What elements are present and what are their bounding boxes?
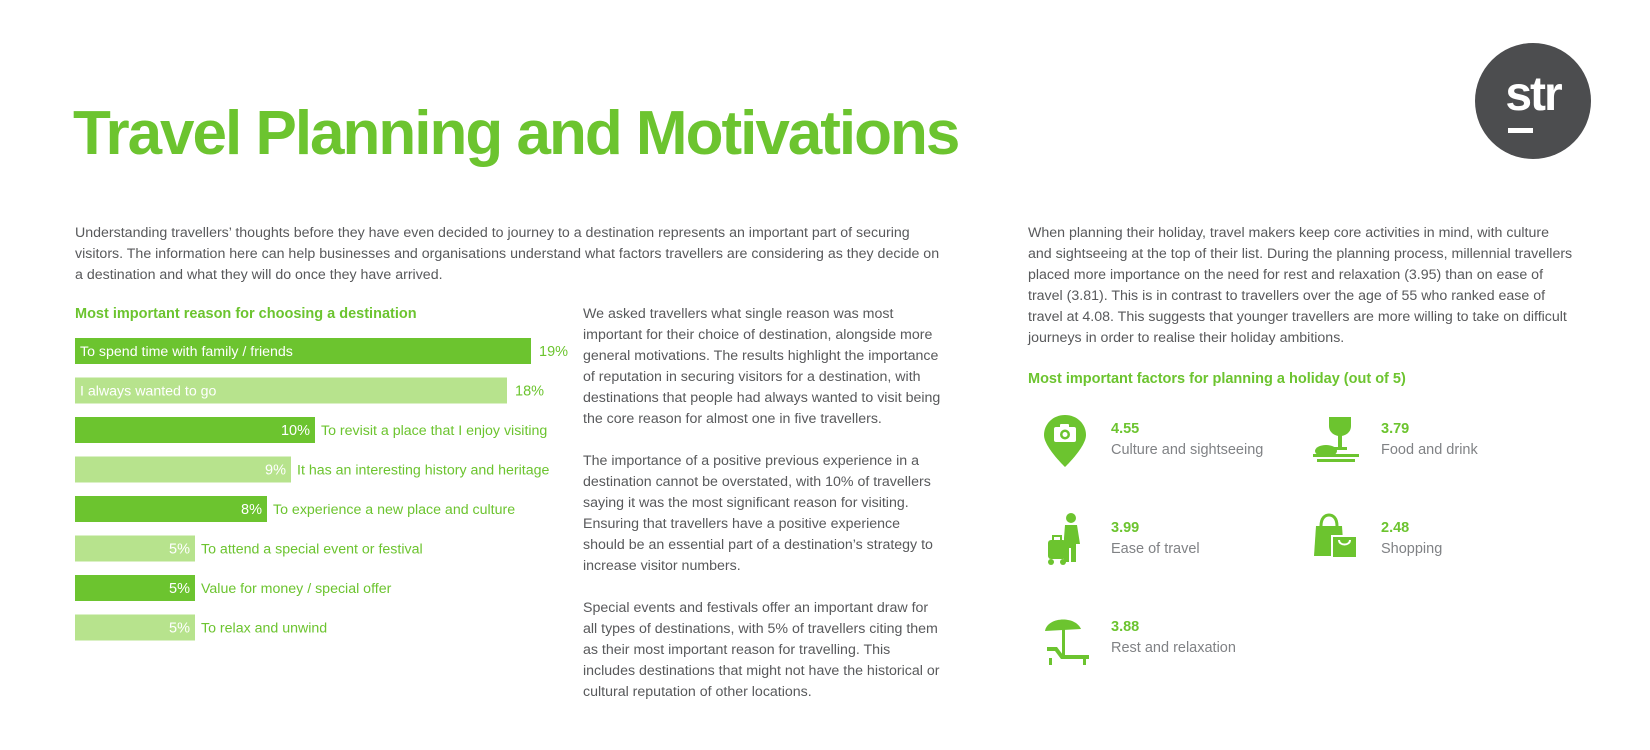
bar-value-label: 10% bbox=[280, 423, 310, 439]
bar-category-label: To spend time with family / friends bbox=[80, 344, 293, 360]
factor-value: 4.55 bbox=[1111, 421, 1140, 437]
middle-paragraph-3: Special events and festivals offer an important draw for all types of destinations, with 5% of travellers citing them as their most important reason for travelling. This includes destinations that might not have the historical or cultural reputation of other locations. bbox=[583, 600, 940, 700]
logo-text: str bbox=[1505, 68, 1561, 121]
right-paragraph bbox=[1028, 223, 1576, 370]
bar-category-label: To attend a special event or festival bbox=[201, 541, 423, 558]
bar-value-label: 8% bbox=[241, 502, 262, 518]
bar-category-label: I always wanted to go bbox=[80, 383, 217, 400]
bar-value-label: 9% bbox=[265, 462, 286, 479]
intro-paragraph bbox=[75, 223, 945, 307]
factor-label: Food and drink bbox=[1381, 442, 1478, 458]
factor-value: 2.48 bbox=[1381, 520, 1410, 536]
bar-category-label: It has an interesting history and heritage bbox=[297, 462, 550, 479]
chart-title: Most important reason for choosing a destination bbox=[75, 306, 417, 322]
factor-label: Shopping bbox=[1381, 541, 1443, 557]
bar-category-label: Value for money / special offer bbox=[201, 581, 392, 597]
bar-value-label: 18% bbox=[515, 383, 545, 400]
bar-category-label: To experience a new place and culture bbox=[273, 502, 516, 518]
page-title: Travel Planning and Motivations bbox=[73, 99, 959, 168]
bar-category-label: To relax and unwind bbox=[201, 620, 328, 637]
middle-paragraph-1: We asked travellers what single reason was most important for their choice of destination, alongside more general motivations. The results highlight the importance of reputation in securing visitors for a destination, with destinations that people had always wanted to visit being the core reason for almost one in five travellers. bbox=[583, 306, 941, 427]
factors-title: Most important factors for planning a holiday (out of 5) bbox=[1028, 371, 1406, 387]
factor-value: 3.79 bbox=[1381, 421, 1410, 437]
str-logo bbox=[1475, 43, 1591, 159]
factor-value: 3.88 bbox=[1111, 619, 1140, 635]
factor-value: 3.99 bbox=[1111, 520, 1140, 536]
factor-label: Ease of travel bbox=[1111, 541, 1200, 557]
factor-label: Rest and relaxation bbox=[1111, 640, 1236, 656]
shopping-bag-icon bbox=[1311, 512, 1367, 568]
bar-value-label: 5% bbox=[169, 620, 190, 637]
bar-value-label: 19% bbox=[539, 344, 569, 360]
intro-text: Understanding travellers’ thoughts before they have even decided to journey to a destination represents an important part of securing visitors. The information here can help businesses and organisations understand what factors travellers are considering as they decide on a destination and what they will do once they have arrived. bbox=[75, 225, 940, 283]
bar-3 bbox=[75, 457, 291, 483]
bar-value-label: 5% bbox=[169, 541, 190, 558]
bar-value-label: 5% bbox=[169, 581, 190, 597]
factor-label: Culture and sightseeing bbox=[1111, 442, 1264, 458]
food-drink-icon bbox=[1311, 413, 1367, 469]
beach-lounger-icon bbox=[1041, 611, 1097, 667]
logo-underline bbox=[1508, 128, 1533, 133]
traveller-suitcase-icon bbox=[1041, 512, 1097, 568]
bar-4 bbox=[75, 496, 267, 522]
middle-column bbox=[583, 304, 941, 724]
camera-pin-icon bbox=[1041, 413, 1097, 469]
middle-paragraph-2: The importance of a positive previous experience in a destination cannot be overstated, with 10% of travellers saying it was the most significant reason for visiting. Ensuring that travellers have a positive experience should be an essential part of a destination’s strategy to increase visitor numbers. bbox=[583, 453, 933, 574]
bar-2 bbox=[75, 417, 315, 443]
right-text: When planning their holiday, travel makers keep core activities in mind, with culture and sightseeing at the top of their list. During the planning process, millennial travellers placed more importance on the need for rest and relaxation (3.95) than on ease of travel (3.81). This is in contrast to travellers over the age of 55 who ranked ease of travel at 4.08. This suggests that younger travellers are more willing to take on difficult journeys in order to realise their holiday ambitions. bbox=[1028, 225, 1573, 346]
bar-category-label: To revisit a place that I enjoy visiting bbox=[321, 423, 548, 439]
